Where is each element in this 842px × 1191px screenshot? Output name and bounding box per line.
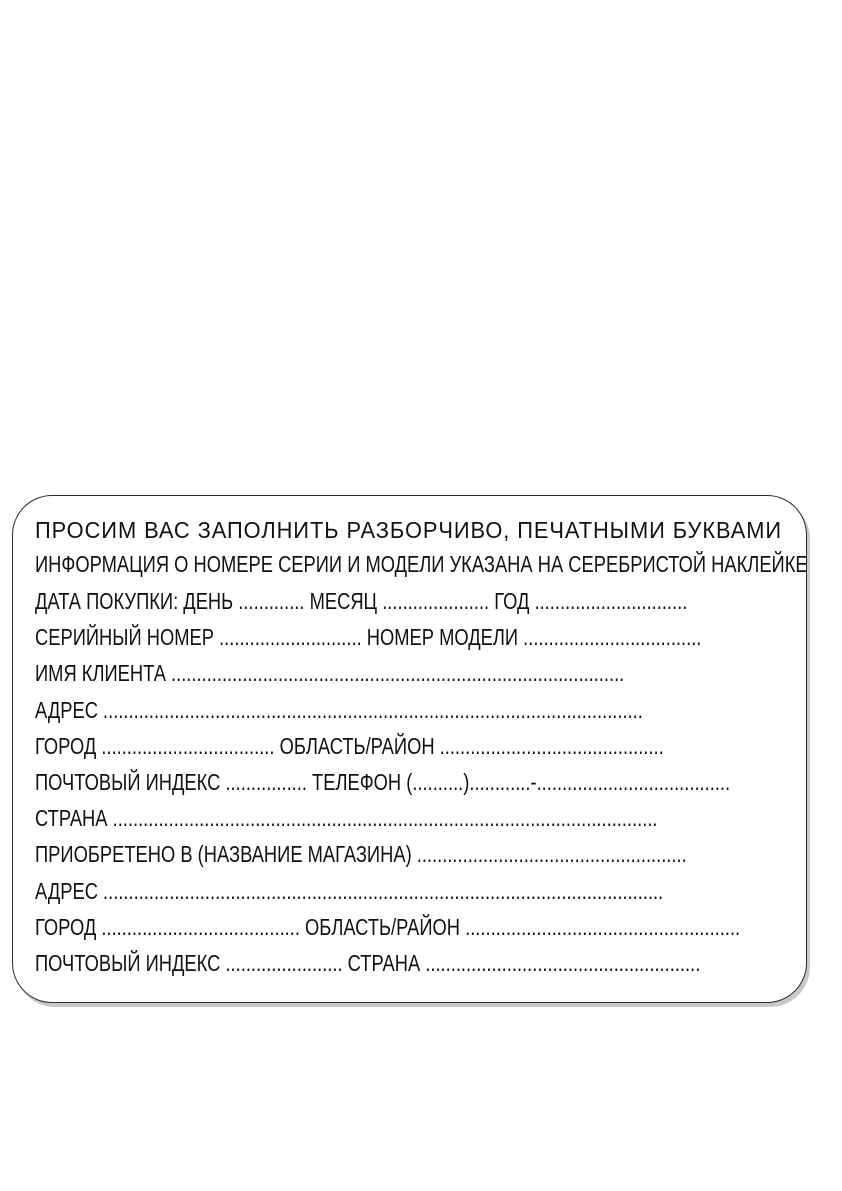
form-info-line: ИНФОРМАЦИЯ О НОМЕРЕ СЕРИИ И МОДЕЛИ УКАЗАНА НА СЕРЕБРИСТОЙ НАКЛЕЙКЕ [35,551,808,577]
store-address-field: АДРЕС .............................................................................................................. [35,878,664,904]
warranty-registration-form [12,495,807,1003]
customer-name-field: ИМЯ КЛИЕНТА ......................................................................................... [35,660,625,686]
purchase-date-field: ДАТА ПОКУПКИ: ДЕНЬ ............. МЕСЯЦ ..................... ГОД .............................. [35,588,688,614]
serial-model-field: СЕРИЙНЫЙ НОМЕР ............................ НОМЕР МОДЕЛИ ................................... [35,624,702,650]
address-field: АДРЕС .......................................................................................................... [35,697,643,723]
postcode-phone-field: ПОЧТОВЫЙ ИНДЕКС ................ ТЕЛЕФОН (..........)............-...................................... [35,769,731,795]
country-field: СТРАНА ........................................................................................................... [35,805,658,831]
store-postcode-country-field: ПОЧТОВЫЙ ИНДЕКС ....................... СТРАНА ...................................................... [35,950,701,976]
store-name-field: ПРИОБРЕТЕНО В (НАЗВАНИЕ МАГАЗИНА) ..................................................... [35,841,687,867]
form-instruction-line: ПРОСИМ ВАС ЗАПОЛНИТЬ РАЗБОРЧИВО, ПЕЧАТНЫМИ БУКВАМИ [35,517,783,543]
store-city-region-field: ГОРОД ....................................... ОБЛАСТЬ/РАЙОН ...................................................... [35,914,741,940]
city-region-field: ГОРОД .................................. ОБЛАСТЬ/РАЙОН ............................................ [35,733,664,759]
